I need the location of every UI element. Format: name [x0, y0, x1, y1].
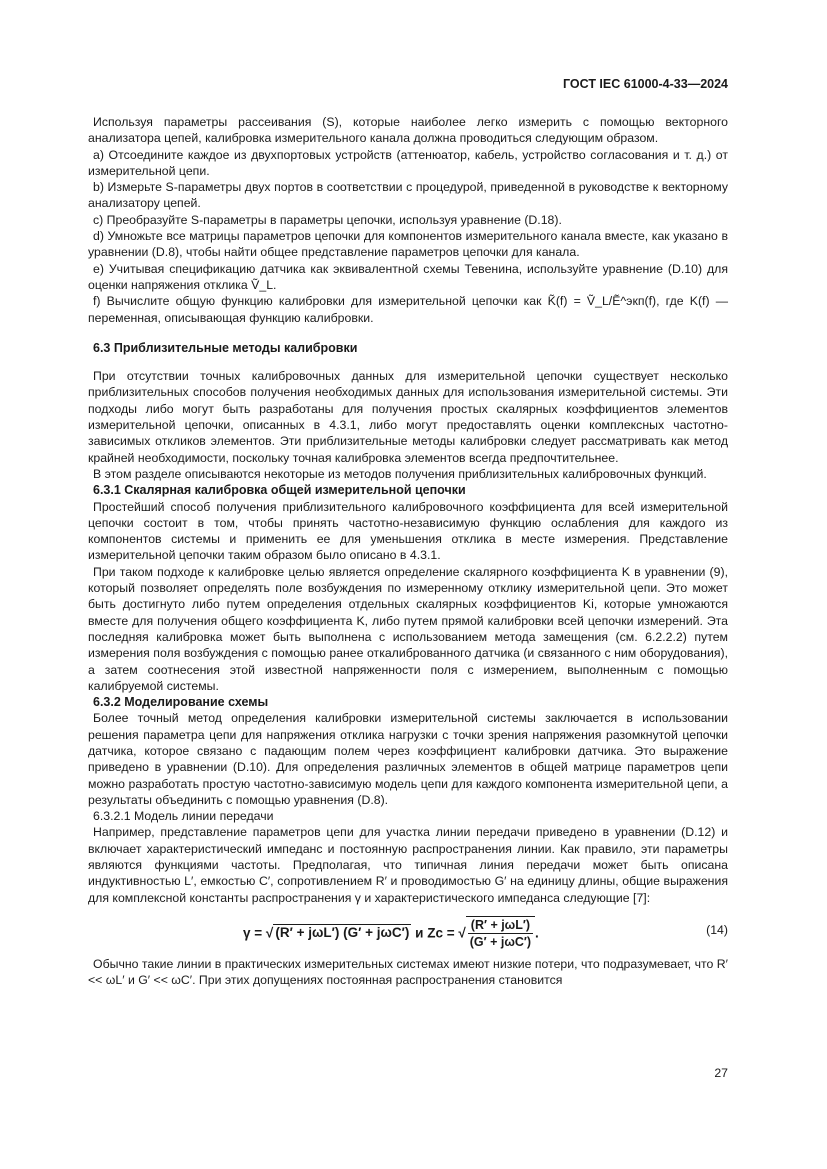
- section-6-3-2-1-heading: 6.3.2.1 Модель линии передачи: [93, 809, 274, 824]
- step-b: b) Измерьте S-параметры двух портов в соответствии с процедурой, приведенной в руководстве к векторному анализатору цепей.: [88, 180, 728, 211]
- section-6-3-1-heading: 6.3.1 Скалярная калибровка общей измерительной цепочки: [93, 483, 466, 498]
- sqrt-icon: √: [458, 925, 466, 941]
- section-6-3-heading: 6.3 Приблизительные методы калибровки: [93, 340, 358, 355]
- step-e: e) Учитывая спецификацию датчика как эквивалентной схемы Тевенина, используйте уравнение (D.10) для оценки напряжения отклика Ṽ_L.: [88, 261, 728, 292]
- section-6-3-2-1-paragraph-1: Например, представление параметров цепи для участка линии передачи приведено в уравнении (D.12) и включает характеристический импеданс и постоянную распространения линии. Как правило, эти параметры являются функциями частоты. Предполагая, что типичная линия передачи может быть описана индуктивностью L′, емкостью C′, сопротивлением R′ и проводимостью G′ на единицу длины, общие выражения для комплексной константы распространения γ и характеристического импеданса следующие [7]:: [88, 825, 728, 905]
- gamma-lhs: γ =: [243, 925, 263, 941]
- paragraph-intro: Используя параметры рассеивания (S), которые наиболее легко измерить с помощью векторного анализатора цепей, калибровка измерительного канала должна проводиться следующим образом.: [88, 115, 728, 146]
- gamma-root: (R′ + jωL′) (G′ + jωC′): [275, 925, 410, 941]
- section-6-3-1-paragraph-2: При таком подходе к калибровке целью является определение скалярного коэффициента K в уравнении (9), который позволяет определять поле возбуждения по измеренному отклику измерительной цепи. Это может быть достигнуто либо путем определения отдельных скалярных коэффициентов Ki, которые умножаются вместе для получения общего коэффициента K, либо путем прямой калибровки всей цепочки измерений. Эта последняя калибровка может быть выполнена с использованием метода замещения (см. 6.2.2.2) путем измерения поля возбуждения с помощью ранее откалиброванного датчика (и связанного с ним оборудования), а затем соотнесения этой известной напряженности поля с измерением, выполненным с помощью калибруемой системы.: [88, 564, 728, 693]
- section-6-3-2-heading: 6.3.2 Моделирование схемы: [93, 695, 269, 710]
- zc-denominator: (G′ + jωC′): [469, 935, 532, 950]
- zc-fraction: [468, 917, 533, 951]
- step-c: c) Преобразуйте S-параметры в параметры цепочки, используя уравнение (D.18).: [93, 212, 562, 227]
- section-6-3-1-paragraph-1: Простейший способ получения приблизительного калибровочного коэффициента для всей измерительной цепочки состоит в том, чтобы принять частотно-независимую функцию ослабления для каждого из компонентов системы и применить ее для уменьшения отклика в месте измерения. Представление измерительной цепочки таким образом было описано в 4.3.1.: [88, 499, 728, 563]
- conjunction: и: [415, 925, 424, 941]
- section-6-3-paragraph-2: В этом разделе описываются некоторые из методов получения приблизительных калибровочных функций.: [93, 466, 707, 481]
- zc-lhs: Zc =: [427, 925, 455, 941]
- page-number: 27: [714, 1066, 728, 1080]
- equation-14: [88, 912, 728, 950]
- section-6-3-paragraph-1: При отсутствии точных калибровочных данных для измерительной цепочки существует несколько приблизительных способов получения необходимых данных для использования измерительной системы. Эти подходы либо могут быть разработаны для получения простых скалярных коэффициентов элементов измерительной цепочки, описанных в 4.3.1, либо могут предоставлять оценки комплексных частотно-зависимых откликов элементов. Эти приблизительные методы калибровки следует рассматривать как метод крайней необходимости, поскольку точная калибровка элементов всегда предпочтительнее.: [88, 369, 728, 465]
- step-a: a) Отсоедините каждое из двухпортовых устройств (аттенюатор, кабель, устройство согласования и т. д.) от измерительной цепи.: [88, 147, 728, 178]
- step-f: f) Вычислите общую функцию калибровки для измерительной цепочки как K̃(f) = Ṽ_L/Ẽ^экп(f), где K(f) — переменная, описывающая функцию калибровки.: [88, 294, 728, 325]
- section-6-3-2-1-paragraph-2: Обычно такие линии в практических измерительных системах имеют низкие потери, что подразумевает, что R′ << ωL′ и G′ << ωC′. При этих допущениях постоянная распространения становится: [88, 956, 728, 988]
- sqrt-icon: √: [265, 925, 274, 941]
- document-standard-id: ГОСТ IEC 61000-4-33—2024: [562, 77, 728, 91]
- page-body: [88, 114, 728, 989]
- zc-numerator: (R′ + jωL′): [468, 917, 533, 934]
- step-d: d) Умножьте все матрицы параметров цепочки для компонентов измерительного канала вместе, как указано в уравнении (D.8), чтобы найти общее представление параметров цепочки для канала.: [88, 229, 728, 260]
- section-6-3-2-paragraph-1: Более точный метод определения калибровки измерительной системы заключается в использовании решения параметра цепи для напряжения отклика нагрузки с точки зрения напряжения разомкнутой цепочки датчика, которое связано с падающим полем через коэффициент калибровки датчика. Это выражение приведено в уравнении (D.10). Для определения различных элементов в общей матрице параметров цепи можно разработать простую частотно-зависимую модель цепи для каждого компонента измерительной цепи, а результаты объединить с помощью уравнения (D.8).: [88, 711, 728, 807]
- equation-body: γ = √ (R′ + jωL′) (G′ + jωC′) и Zc = √ $\frac{\text{(R′ + jωL′)}}{\text{(G′ + jωC′)}}$ .: [243, 917, 539, 950]
- equation-number: (14): [706, 922, 728, 937]
